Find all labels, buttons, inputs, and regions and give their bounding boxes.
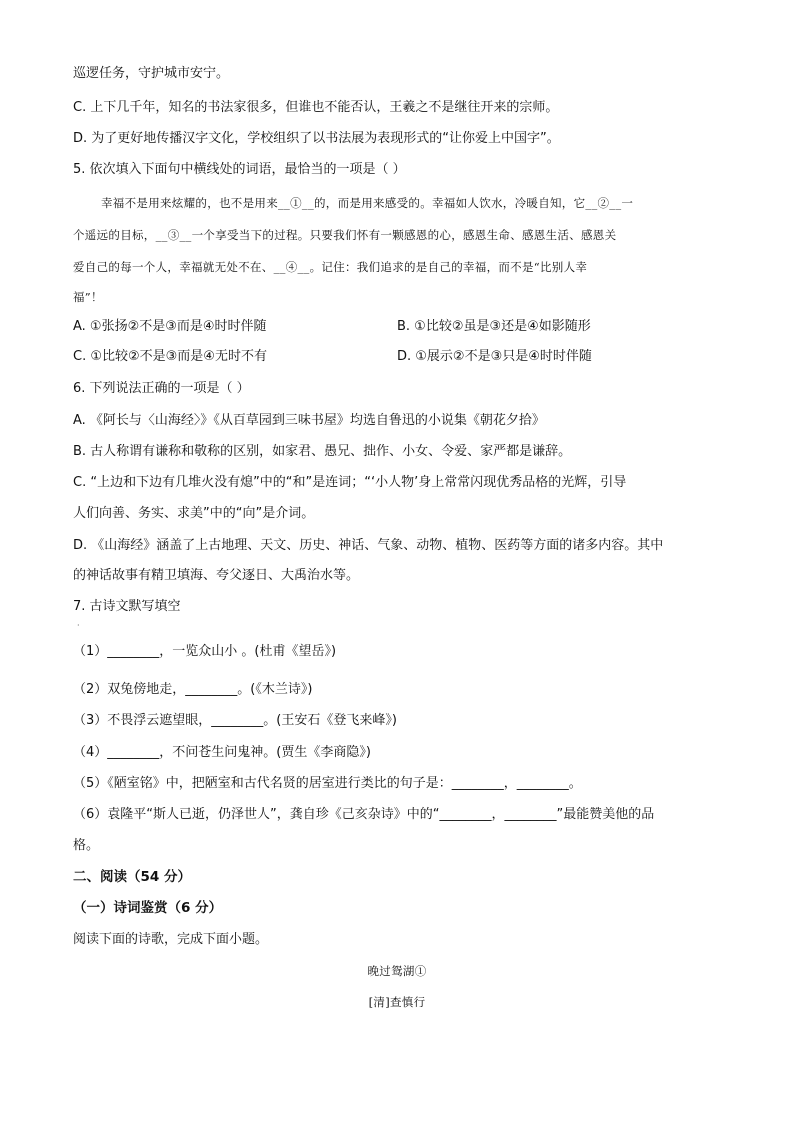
option-a: A. ①张扬②不是③而是④时时伴随 xyxy=(73,319,267,334)
option-d-cont: 的神话故事有精卫填海、夸父逐日、大禹治水等。 xyxy=(73,568,360,583)
option-c-cont: 人们向善、务实、求美”中的“向”是介词。 xyxy=(73,506,315,521)
passage-line: 福”！ xyxy=(73,290,103,304)
bullet-dot: · xyxy=(77,621,80,630)
fill-blank-5: （5）《陋室铭》中，把陋室和古代名贤的居室进行类比的句子是：________，________。 xyxy=(73,776,582,791)
fill-blank-6-cont: 格。 xyxy=(73,838,100,853)
subsection-heading: （一）诗词鉴赏（6 分） xyxy=(73,900,223,916)
question-5: 5. 依次填入下面句中横线处的词语，最恰当的一项是（ ） xyxy=(73,162,406,177)
fill-blank-3: （3）不畏浮云遮望眼，________。(王安石《登飞来峰》) xyxy=(73,713,397,728)
option-c: C. ①比较②不是③而是④无时不有 xyxy=(73,349,267,364)
option-b: B. 古人称谓有谦称和敬称的区别，如家君、愚兄、拙作、小女、令爱、家严都是谦辞。 xyxy=(73,444,572,459)
fill-blank-4: （4）________，不问苍生问鬼神。(贾生《李商隐》) xyxy=(73,745,371,760)
passage-line: 幸福不是用来炫耀的，也不是用来__①__的，而是用来感受的。幸福如人饮水，冷暖自知，它__②__一 xyxy=(101,196,634,210)
fill-blank-1: （1）________，一览众山小 。(杜甫《望岳》) xyxy=(73,644,337,659)
section-heading: 二、阅读（54 分） xyxy=(73,869,191,885)
poem-title: 晚过鸳湖① xyxy=(367,964,427,978)
question-7: 7. 古诗文默写填空 xyxy=(73,599,181,614)
option-c: C. 上下几千年，知名的书法家很多，但谁也不能否认，王羲之不是继往开来的宗师。 xyxy=(73,100,559,115)
poem-author: [清]查慎行 xyxy=(368,995,426,1009)
option-d: D. ①展示②不是③只是④时时伴随 xyxy=(397,349,592,364)
instruction: 阅读下面的诗歌，完成下面小题。 xyxy=(73,932,269,947)
passage-line: 爱自己的每一个人，幸福就无处不在、__④__。记住：我们追求的是自己的幸福，而不是“比别人幸 xyxy=(73,260,588,274)
option-d: D. 《山海经》涵盖了上古地理、天文、历史、神话、气象、动物、植物、医药等方面的诸多内容。其中 xyxy=(73,538,664,553)
fill-blank-6: （6）袁隆平“斯人已逝，仍泽世人”，龚自珍《己亥杂诗》中的“________，________”最能赞美他的品 xyxy=(73,807,655,822)
fill-blank-2: （2）双兔傍地走，________。(《木兰诗》) xyxy=(73,682,313,697)
option-c: C. “上边和下边有几堆火没有熄”中的“和”是连词；“‘小人物’身上常常闪现优秀品格的光辉，引导 xyxy=(73,475,627,490)
text-line: 巡逻任务，守护城市安宁。 xyxy=(73,66,230,81)
option-b: B. ①比较②虽是③还是④如影随形 xyxy=(397,319,591,334)
question-6: 6. 下列说法正确的一项是（ ） xyxy=(73,381,250,396)
option-d: D. 为了更好地传播汉字文化，学校组织了以书法展为表现形式的“让你爱上中国字”。 xyxy=(73,131,560,146)
passage-line: 个遥远的目标，__③__一个享受当下的过程。只要我们怀有一颗感恩的心，感恩生命、感恩生活、感恩关 xyxy=(73,228,617,242)
option-a: A. 《阿长与〈山海经〉》《从百草园到三味书屋》均选自鲁迅的小说集《朝花夕拾》 xyxy=(73,413,545,428)
